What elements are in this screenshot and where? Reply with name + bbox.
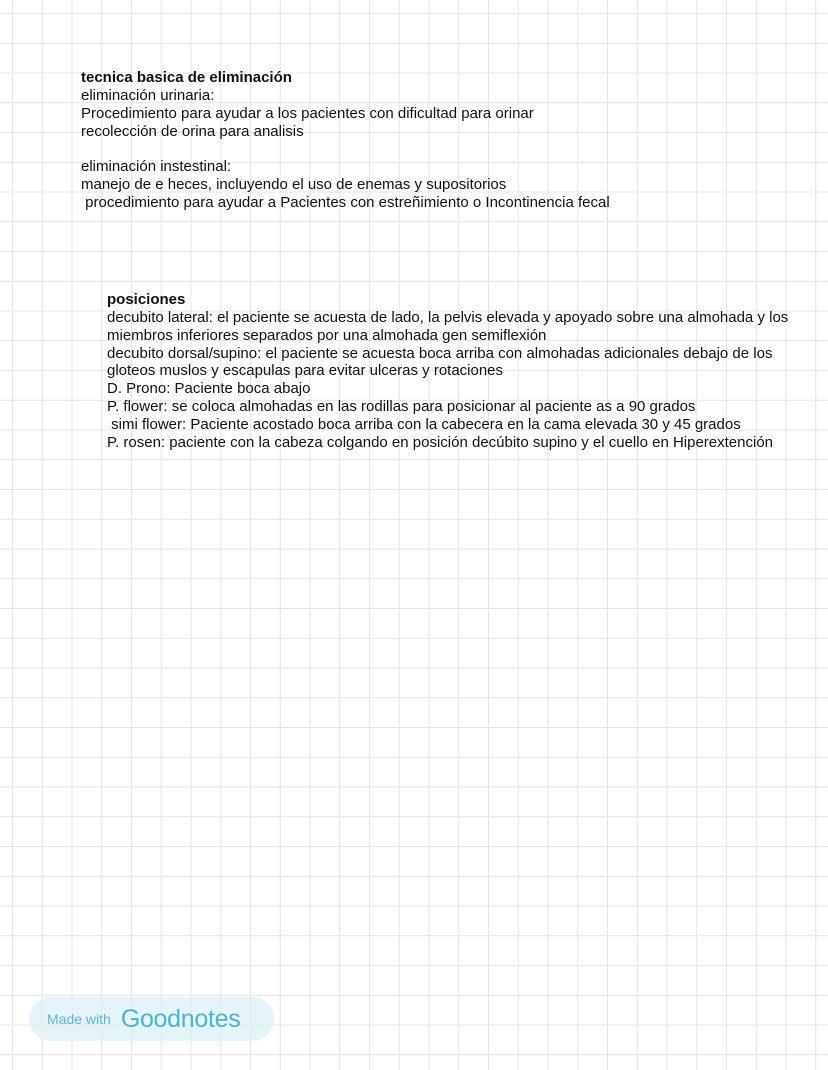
note-line: miembros inferiores separados por una almohada gen semiflexión bbox=[107, 326, 547, 344]
note-line: decubito lateral: el paciente se acuesta de lado, la pelvis elevada y apoyado sobre una almohada y los bbox=[107, 308, 789, 326]
note-line: simi flower: Paciente acostado boca arriba con la cabecera en la cama elevada 30 y 45 grados bbox=[107, 415, 741, 433]
note-line: gloteos muslos y escapulas para evitar ulceras y rotaciones bbox=[107, 362, 504, 380]
goodnotes-logo: Goodnotes bbox=[120, 1004, 241, 1033]
note-line: P. flower: se coloca almohadas en las rodillas para posicionar al paciente as a 90 grados bbox=[107, 398, 696, 416]
note-line: procedimiento para ayudar a Pacientes con estreñimiento o Incontinencia fecal bbox=[81, 193, 610, 211]
note-line: eliminación urinaria: bbox=[81, 86, 215, 104]
section-posiciones bbox=[107, 291, 788, 452]
note-line: eliminación instestinal: bbox=[81, 158, 232, 176]
section-title: tecnica basica de eliminación bbox=[81, 69, 292, 86]
section-eliminacion bbox=[81, 69, 610, 212]
note-line: Procedimiento para ayudar a los pacientes con dificultad para orinar bbox=[81, 104, 534, 122]
section-title: posiciones bbox=[107, 291, 186, 308]
made-with-goodnotes-badge bbox=[29, 997, 274, 1041]
blank-line bbox=[81, 140, 610, 158]
note-line: manejo de e heces, incluyendo el uso de enemas y supositorios bbox=[81, 176, 507, 194]
note-line: P. rosen: paciente con la cabeza colgando en posición decúbito supino y el cuello en Hiperextención bbox=[107, 433, 774, 451]
note-line: decubito dorsal/supino: el paciente se acuesta boca arriba con almohadas adicionales debajo de los bbox=[107, 344, 773, 362]
note-line: recolección de orina para analisis bbox=[81, 122, 304, 140]
note-line: D. Prono: Paciente boca abajo bbox=[107, 380, 311, 398]
made-with-label: Made with bbox=[47, 1011, 111, 1027]
